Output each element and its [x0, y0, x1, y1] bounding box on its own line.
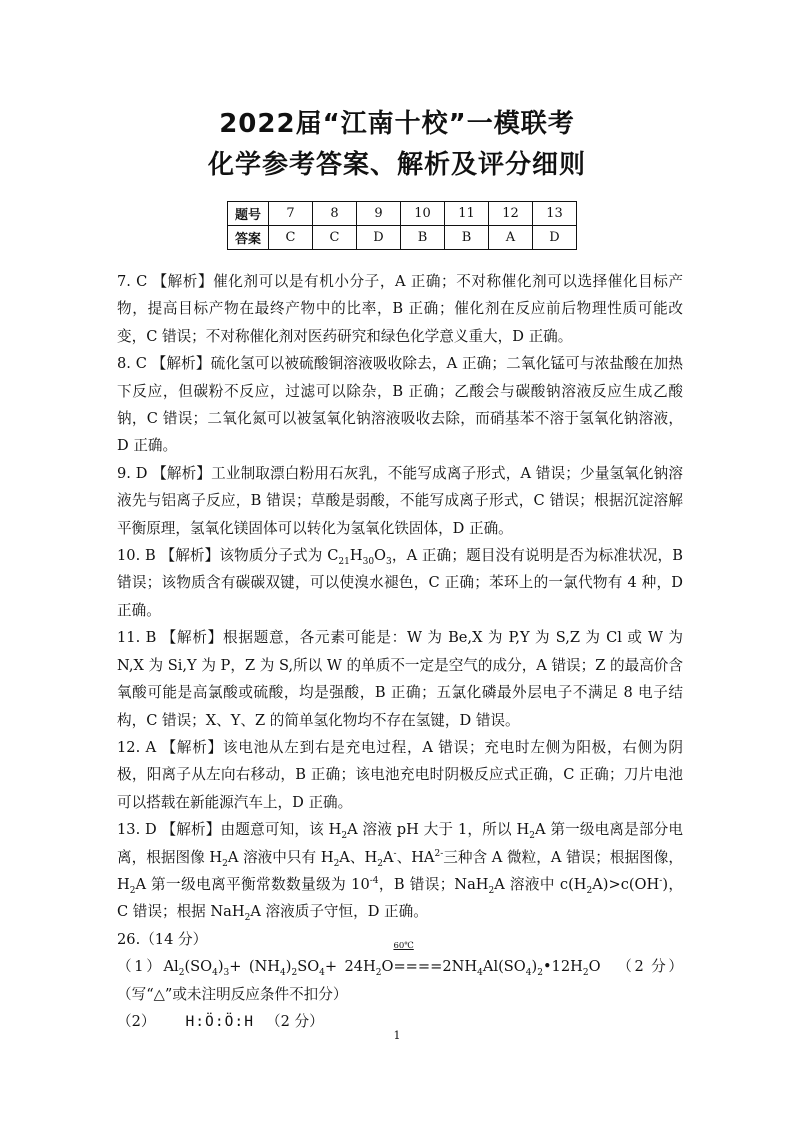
eq-sub: 2: [178, 968, 185, 979]
question-number: 13: [533, 202, 577, 226]
answer-cell: C: [269, 226, 313, 250]
q13-text: A、H: [339, 848, 378, 866]
q26-part1: [117, 941, 683, 1008]
eq-sub: 3: [223, 968, 230, 979]
answer-cell: D: [357, 226, 401, 250]
eq-text: Al(SO: [482, 958, 526, 976]
q13-sub: 2: [333, 858, 340, 869]
question-number-row: [228, 202, 577, 226]
q13-text: A 第一级电离是部分电离，根据图像 H: [117, 821, 683, 866]
q13-text: A)>c(OH: [592, 875, 660, 893]
q13-sup: -: [659, 876, 663, 887]
q10-text-d: ，A 正确；题目没有说明是否为标准状况，B 错误；该物质含有碳碳双键，可以使溴水褪色，C 正确；苯环上的一氯代物有 4 种，D 正确。: [117, 547, 683, 619]
q13-text: A 溶液 pH 大于 1，所以 H: [347, 821, 530, 839]
question-number: 12: [489, 202, 533, 226]
eq-text: + 24H: [324, 958, 376, 976]
q13-text: 三种含 A 微粒，A 错误；根据图像，H: [117, 848, 683, 893]
answer-cell: A: [489, 226, 533, 250]
answer-cell: B: [445, 226, 489, 250]
page-number: 1: [393, 1029, 401, 1042]
row-header-number: 题号: [228, 202, 269, 226]
q10-sub-o: 3: [386, 556, 392, 567]
explanation-q7: 7. C 【解析】催化剂可以是有机小分子，A 正确；不对称催化剂可以选择催化目标产物，提高目标产物在最终产物中的比率，B 正确；催化剂在反应前后物理性质可能改变，C 错误；不对称催化剂对医药研究和绿色化学意义重大，D 正确。: [117, 273, 683, 345]
q10-sub-h: 30: [362, 556, 375, 567]
answer-cell: C: [313, 226, 357, 250]
q13-sup: -: [393, 848, 397, 859]
eq-text: 2NH: [442, 958, 478, 976]
q13-sub: 2: [586, 885, 593, 896]
eq-sub: 2: [582, 968, 589, 979]
q13-sup: 2-: [434, 848, 444, 859]
eq-text: ): [285, 958, 292, 976]
question-number: 10: [401, 202, 445, 226]
explanation-q11: 11. B 【解析】根据题意，各元素可能是：W 为 Be,X 为 P,Y 为 S,Z 为 Cl 或 W 为 N,X 为 Si,Y 为 P，Z 为 S,所以 W 的单质不一定是空气的成分，A 错误；Z 的最高价含氧酸可能是高氯酸或硫酸，均是强酸，B 正确；五氯化磷最外层电子不满足 8 电子结构，C 错误；X、Y、Z 的简单氢化物均不存在氢键，D 错误。: [117, 629, 683, 729]
q13-sub: 2: [488, 885, 495, 896]
question-number: 9: [357, 202, 401, 226]
explanation-q10: [117, 542, 683, 624]
eq-score: （2 分）（写“△”或未注明反应条件不扣分）: [117, 958, 683, 1003]
eq-sub: 4: [212, 968, 218, 979]
answer-cell: D: [533, 226, 577, 250]
q26-header: 26.（14 分）: [117, 930, 208, 948]
explanation-q8: 8. C 【解析】硫化氢可以被硫酸铜溶液吸收除去，A 正确；二氧化锰可与浓盐酸在加热下反应，但碳粉不反应，过滤可以除杂，B 正确；乙酸会与碳酸钠溶液反应生成乙酸钠，C 错误；二氧化氮可以被氢氧化钠溶液吸收去除，而硝基苯不溶于氢氧化钠溶液，D 正确。: [117, 355, 683, 455]
q10-text-c: O: [374, 547, 387, 565]
eq-sub: 2: [291, 968, 298, 979]
q10-text-a: 10. B 【解析】该物质分子式为 C: [117, 547, 339, 565]
reaction-arrow: ====: [393, 958, 443, 976]
answer-table: [227, 201, 577, 250]
answer-cell: B: [401, 226, 445, 250]
lewis-structure-h2o2: H:Ö:Ö:H: [185, 1012, 254, 1030]
q13-sub: 2: [377, 858, 383, 869]
q13-text: A 溶液中只有 H: [227, 848, 334, 866]
explanation-q13: [117, 816, 683, 926]
q13-text: A: [382, 848, 394, 866]
eq-text: + (NH: [229, 958, 281, 976]
q13-sub: 2: [529, 831, 535, 842]
eq-text: ): [217, 958, 224, 976]
eq-sub: 4: [525, 968, 532, 979]
title-line-2: 化学参考答案、解析及评分细则: [207, 150, 586, 180]
eq-text: (SO: [184, 958, 213, 976]
eq-sub: 2: [537, 968, 543, 979]
question-number: 7: [269, 202, 313, 226]
part2-label: （2）: [117, 1012, 156, 1030]
eq-sub: 4: [319, 968, 325, 979]
title-line-1: 2022届“江南十校”一模联考: [219, 109, 575, 139]
question-number: 8: [313, 202, 357, 226]
eq-text: （1）Al: [117, 958, 179, 976]
explanation-q9: 9. D 【解析】工业制取漂白粉用石灰乳，不能写成离子形式，A 错误；少量氢氧化钠溶液先与铝离子反应，B 错误；草酸是弱酸，不能写成离子形式，C 错误；根据沉淀溶解平衡原理，氢氧化镁固体可以转化为氢氧化铁固体，D 正确。: [117, 464, 683, 537]
part2-score: （2 分）: [266, 1012, 324, 1030]
explanations: [117, 268, 683, 1035]
condition-temperature: 60℃: [393, 941, 414, 952]
q13-text: 、HA: [396, 848, 435, 866]
q13-text: A 溶液中 c(H: [494, 875, 587, 893]
q13-sub: 2: [222, 858, 228, 869]
q13-sup: -4: [369, 876, 379, 887]
q13-sub: 2: [244, 913, 251, 924]
question-number: 11: [445, 202, 489, 226]
q13-text: 13. D 【解析】由题意可知，该 H: [117, 821, 342, 839]
q10-sub-c: 21: [338, 556, 350, 567]
eq-text: O: [588, 958, 601, 976]
eq-sub: 4: [280, 968, 286, 979]
eq-text: SO: [297, 958, 320, 976]
reaction-condition: [393, 941, 443, 980]
explanation-q12: 12. A 【解析】该电池从左到右是充电过程，A 错误；充电时左侧为阳极，右侧为阴极，阳离子从左向右移动，B 正确；该电池充电时阴极反应式正确，C 正确；刀片电池可以搭载在新能源汽车上，D 正确。: [117, 738, 683, 811]
row-header-answer: 答案: [228, 226, 269, 250]
q13-sub: 2: [129, 885, 136, 896]
eq-sub: 2: [375, 968, 382, 979]
q10-text-b: H: [349, 547, 363, 565]
eq-text: O: [381, 958, 394, 976]
answer-row: [228, 226, 577, 250]
q13-sub: 2: [341, 831, 348, 842]
eq-sub: 4: [477, 968, 483, 979]
q13-text: ，B 错误；NaH: [378, 875, 489, 893]
q13-text: )， C 错误；根据 NaH: [117, 875, 684, 921]
eq-text: ): [531, 958, 538, 976]
q13-text: A 第一级电离平衡常数数量级为 10: [135, 875, 370, 893]
eq-text: •12H: [542, 958, 583, 976]
q13-text: A 溶液质子守恒，D 正确。: [250, 903, 428, 921]
